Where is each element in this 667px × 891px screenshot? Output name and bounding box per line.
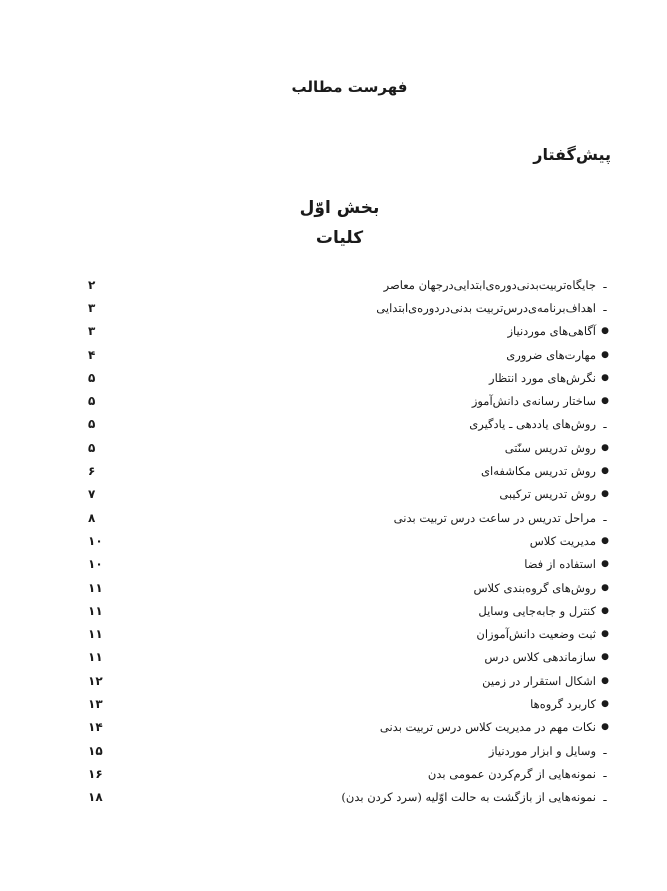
toc-entry-title: [489, 371, 611, 385]
toc-entry-page-number: ۱۶: [88, 766, 103, 781]
part-heading-text: بخش اوّل: [299, 198, 380, 218]
toc-entry-title: [384, 278, 611, 292]
toc-entry-page-number: ۵: [88, 394, 96, 409]
toc-entry-text: روش تدریس سنّتی: [504, 440, 596, 455]
toc-entry[interactable]: [88, 343, 611, 366]
toc-entry[interactable]: [88, 576, 611, 599]
toc-entry-text: اشکال استقرار در زمین: [482, 673, 596, 688]
toc-entry-text: جایگاه‌تربیت‌بدنی‌دوره‌ی‌ابتدایی‌در‌جهان معاصر: [383, 277, 596, 292]
toc-entry-title: [481, 464, 611, 478]
toc-entry-title: [476, 627, 611, 641]
toc-entry-page-number: ۲: [88, 277, 96, 292]
toc-entry-title: [380, 720, 611, 734]
toc-entry-text: نمونه‌هایی از بازگشت به حالت اوّلیه (سرد کردن بدن): [341, 790, 596, 805]
toc-entry-text: مدیریت کلاس: [529, 533, 596, 548]
toc-entry-title: [499, 487, 611, 501]
toc-entry-text: مراحل تدریس در ساعت درس تربیت بدنی: [393, 510, 596, 525]
toc-entry-page-number: ۷: [88, 487, 96, 502]
toc-entry-title: [472, 394, 611, 408]
page-title: [0, 78, 667, 96]
toc-entry[interactable]: [88, 506, 611, 529]
toc-entry-page-number: ۱۰: [88, 557, 103, 572]
toc-entry-title: [507, 324, 611, 338]
toc-entry-text: نکات مهم در مدیریت کلاس درس تربیت بدنی: [379, 720, 596, 735]
toc-entry-title: [530, 697, 611, 711]
toc-entry[interactable]: [88, 599, 611, 622]
bullet-icon: ●: [601, 326, 609, 337]
part-subheading-text: کلیات: [315, 228, 364, 248]
toc-entry-page-number: ۵: [88, 370, 96, 385]
toc-entry-text: روش تدریس مکاشفه‌ای: [481, 464, 596, 479]
toc-entry-title: [524, 557, 611, 571]
toc-entry-title: [473, 581, 611, 595]
toc-entry-page-number: ۸: [88, 510, 96, 525]
toc-entry-text: کاربرد گروه‌ها: [530, 696, 596, 711]
toc-entry[interactable]: [88, 716, 611, 739]
toc-entry[interactable]: [88, 553, 611, 576]
toc-entry-page-number: ۱۲: [88, 673, 103, 688]
toc-entry[interactable]: [88, 273, 611, 296]
toc-entry[interactable]: [88, 389, 611, 412]
toc-entry-text: نگرش‌های مورد انتظار: [489, 370, 596, 385]
toc-entry-page-number: ۳: [88, 300, 96, 315]
toc-entry[interactable]: [88, 529, 611, 552]
toc-entry-page-number: ۱۱: [88, 603, 103, 618]
toc-entry[interactable]: [88, 646, 611, 669]
toc-entry-title: [505, 441, 611, 455]
bullet-icon: ●: [601, 466, 609, 477]
bullet-icon: ●: [601, 489, 609, 500]
toc-entry-text: سازماندهی کلاس درس: [484, 650, 596, 665]
toc-entry-title: [478, 604, 611, 618]
toc-entry[interactable]: [88, 669, 611, 692]
toc-entry-text: کنترل و جابه‌جایی وسایل: [478, 603, 596, 618]
toc-entry-title: [428, 767, 611, 781]
toc-entry-text: مهارت‌های ضروری: [506, 347, 596, 362]
toc-entry-text: اهداف‌برنامه‌ی‌درس‌تربیت بدنی‌در‌دوره‌ی‌ابتدایی: [376, 300, 596, 315]
toc-entry[interactable]: [88, 786, 611, 809]
part-heading: [0, 198, 667, 218]
toc-entry[interactable]: [88, 436, 611, 459]
toc-entry[interactable]: [88, 296, 611, 319]
toc-entry-title: [469, 417, 611, 431]
toc-entry-text: آگاهی‌های موردنیاز: [507, 324, 596, 339]
toc-entry-text: روش تدریس ترکیبی: [499, 487, 596, 502]
toc-entry[interactable]: [88, 692, 611, 715]
bullet-icon: ●: [601, 396, 609, 407]
dash-icon: ـ: [603, 511, 607, 525]
bullet-icon: ●: [601, 582, 609, 593]
toc-entry-page-number: ۱۵: [88, 743, 103, 758]
preface-heading: پیش‌گفتار: [533, 145, 611, 164]
toc-entry-page-number: ۱۰: [88, 533, 103, 548]
bullet-icon: ●: [601, 559, 609, 570]
toc-entry-page-number: ۵: [88, 417, 96, 432]
toc-entry[interactable]: [88, 366, 611, 389]
toc-entry-title: [530, 534, 611, 548]
bullet-icon: ●: [601, 652, 609, 663]
toc-entry-text: ثبت وضعیت دانش‌آموزان: [476, 627, 596, 642]
dash-icon: ـ: [603, 301, 607, 315]
bullet-icon: ●: [601, 605, 609, 616]
dash-icon: ـ: [603, 744, 607, 758]
toc-entry-title: [341, 790, 611, 804]
toc-entry-text: ساختار رسانه‌ی دانش‌آموز: [471, 394, 596, 409]
toc-entry-page-number: ۱۱: [88, 580, 103, 595]
page-title-text: فهرست مطالب: [291, 78, 408, 96]
toc-entry[interactable]: [88, 320, 611, 343]
toc-entry-title: [484, 650, 611, 664]
toc-entry-title: [506, 348, 611, 362]
toc-entry[interactable]: [88, 739, 611, 762]
toc-entry-text: روش‌های گروه‌بندی کلاس: [473, 580, 596, 595]
part-subheading: [0, 228, 667, 248]
toc-entry-page-number: ۱۱: [88, 650, 103, 665]
toc-list: [88, 273, 611, 809]
toc-entry-page-number: ۶: [88, 464, 96, 479]
bullet-icon: ●: [601, 722, 609, 733]
toc-entry-page-number: ۱۸: [88, 790, 103, 805]
toc-entry-title: [376, 301, 611, 315]
toc-entry-text: استفاده از فضا: [524, 557, 596, 572]
toc-entry-page-number: ۱۴: [88, 720, 103, 735]
toc-entry-page-number: ۱۳: [88, 696, 103, 711]
toc-entry-page-number: ۱۱: [88, 627, 103, 642]
bullet-icon: ●: [601, 442, 609, 453]
toc-entry-title: [482, 674, 611, 688]
toc-entry[interactable]: [88, 483, 611, 506]
bullet-icon: ●: [601, 349, 609, 360]
toc-entry[interactable]: [88, 459, 611, 482]
toc-entry[interactable]: [88, 762, 611, 785]
toc-entry-title: [394, 511, 611, 525]
toc-entry[interactable]: [88, 622, 611, 645]
toc-entry-text: روش‌های یاددهی ـ یادگیری: [469, 417, 596, 432]
bullet-icon: ●: [601, 675, 609, 686]
toc-entry-page-number: ۴: [88, 347, 96, 362]
toc-entry-text: وسایل و ابزار موردنیاز: [488, 743, 596, 758]
dash-icon: ـ: [603, 278, 607, 292]
dash-icon: ـ: [603, 417, 607, 431]
bullet-icon: ●: [601, 629, 609, 640]
toc-entry-page-number: ۵: [88, 440, 96, 455]
bullet-icon: ●: [601, 698, 609, 709]
toc-entry-title: [489, 744, 611, 758]
bullet-icon: ●: [601, 372, 609, 383]
toc-entry-page-number: ۳: [88, 324, 96, 339]
dash-icon: ـ: [603, 767, 607, 781]
dash-icon: ـ: [603, 790, 607, 804]
toc-entry-text: نمونه‌هایی از گرم‌کردن عمومی بدن: [427, 766, 596, 781]
bullet-icon: ●: [601, 535, 609, 546]
toc-entry[interactable]: [88, 413, 611, 436]
